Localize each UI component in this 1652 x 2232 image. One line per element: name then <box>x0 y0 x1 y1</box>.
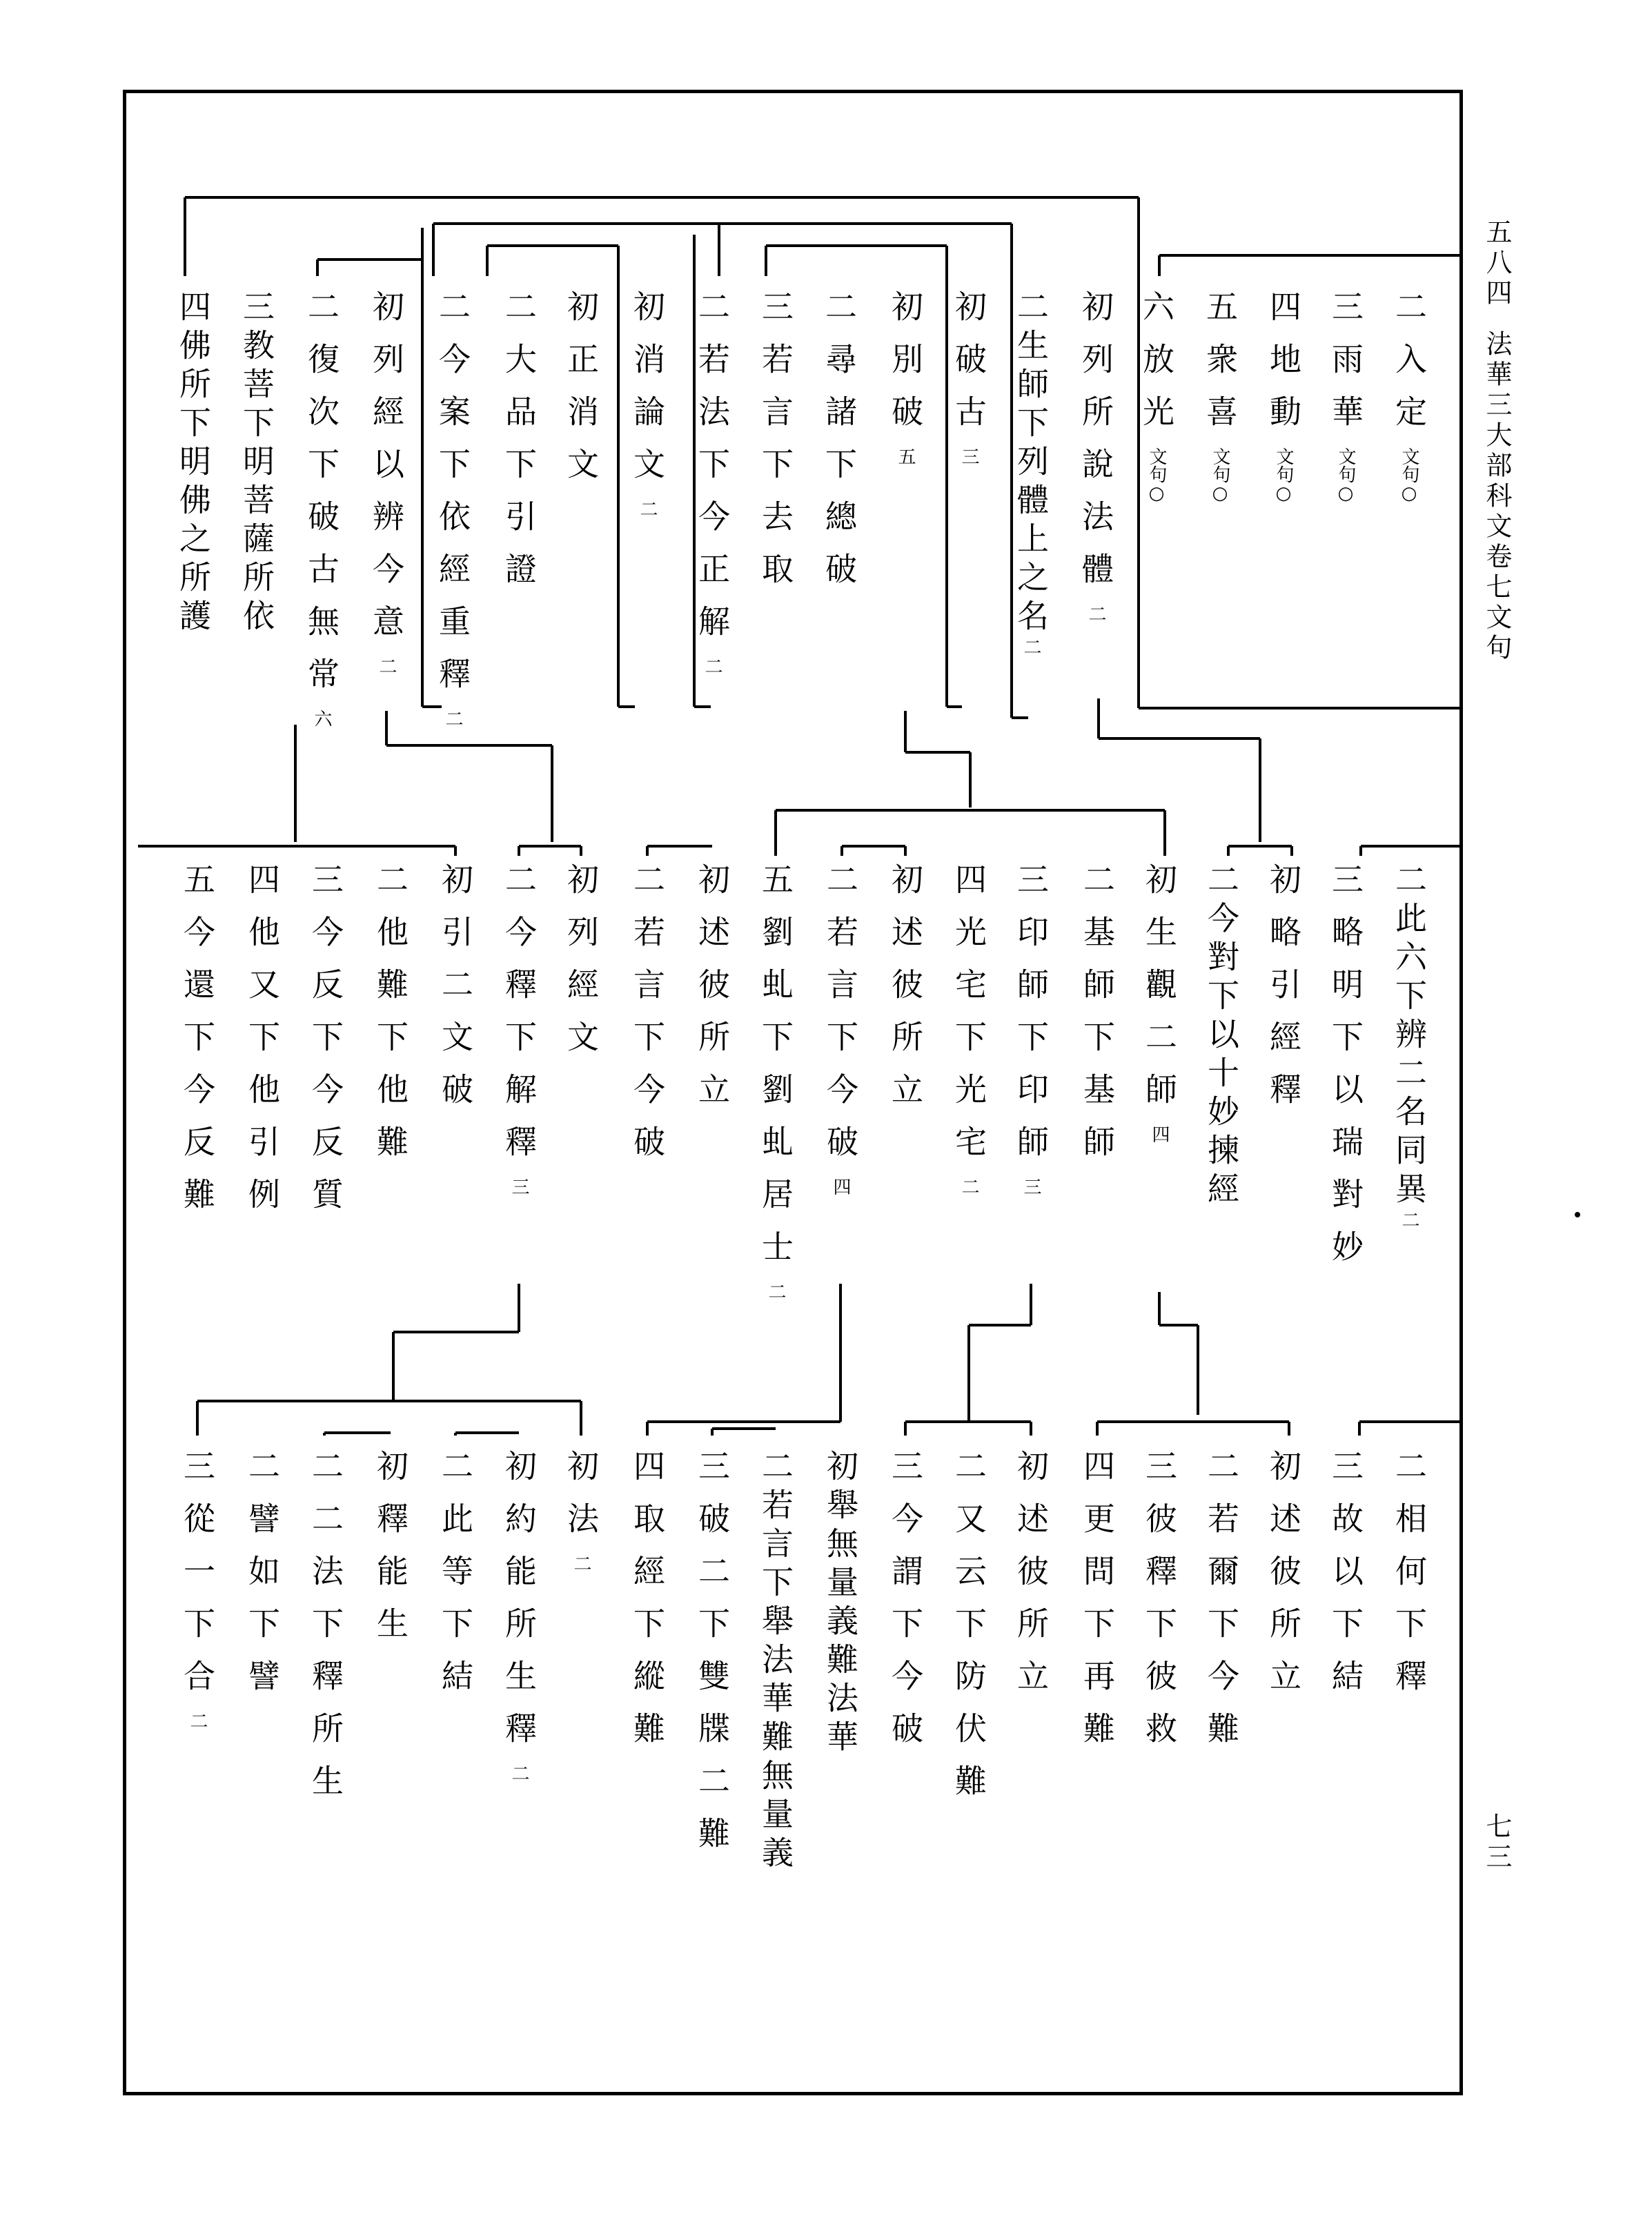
row1-outline-entry <box>950 290 987 465</box>
entry-note: 三 <box>1021 1177 1041 1195</box>
entry-note: 二 <box>702 657 722 675</box>
row2-outline-entry <box>372 863 409 1177</box>
entry-text: 六放光 <box>1138 290 1175 447</box>
entry-text: 二譬如下譬 <box>244 1449 281 1712</box>
row2-outline-entry <box>244 863 281 1230</box>
entry-note: 文句○ <box>1210 447 1230 504</box>
entry-text: 二若法下今正解 <box>694 290 731 657</box>
entry-text: 初別破 <box>887 290 924 447</box>
row1-outline-entry <box>1138 290 1175 504</box>
entry-text: 二復次下破古無常 <box>303 290 340 709</box>
entry-note: 五 <box>895 447 916 465</box>
entry-text: 三彼釋下彼救 <box>1141 1449 1178 1764</box>
entry-text: 二二法下釋所生 <box>307 1449 344 1817</box>
entry-text: 四更問下再難 <box>1079 1449 1116 1764</box>
entry-text: 二若言下今破 <box>629 863 666 1177</box>
row3-outline-entry <box>1079 1449 1116 1764</box>
row2-outline-entry <box>1141 863 1178 1143</box>
entry-text: 初述彼所立 <box>1012 1449 1050 1712</box>
entry-text: 初破古 <box>950 290 987 447</box>
row3-outline-entry <box>950 1449 987 1817</box>
entry-note: 三 <box>958 447 979 465</box>
row1-outline-entry <box>1265 290 1302 504</box>
row2-outline-entry <box>500 863 538 1195</box>
entry-text: 初釋能生 <box>372 1449 409 1659</box>
row1-outline-entry <box>629 290 666 518</box>
entry-note: 二 <box>1399 1211 1419 1228</box>
entry-note: 二 <box>1021 638 1041 656</box>
row3-outline-entry <box>1327 1449 1364 1712</box>
row3-outline-entry <box>757 1449 794 1874</box>
entry-text: 三雨華 <box>1327 290 1364 447</box>
row2-outline-entry <box>822 863 859 1195</box>
entry-text: 初列經文 <box>562 863 600 1073</box>
row3-outline-entry <box>1141 1449 1178 1764</box>
entry-text: 二若言下舉法華難無量義 <box>757 1449 794 1874</box>
ink-speck <box>1575 1212 1580 1217</box>
entry-text: 二入定 <box>1390 290 1428 447</box>
entry-text: 三故以下結 <box>1327 1449 1364 1712</box>
row3-outline-entry <box>822 1449 859 1759</box>
row1-outline-entry <box>1390 290 1428 504</box>
row1-outline-entry <box>175 290 212 638</box>
row2-outline-entry <box>437 863 474 1125</box>
entry-text: 二他難下他難 <box>372 863 409 1177</box>
entry-text: 二今釋下解釋 <box>500 863 538 1177</box>
row3-outline-entry <box>1203 1449 1240 1764</box>
row1-outline-entry <box>1327 290 1364 504</box>
row3-outline-entry <box>629 1449 666 1764</box>
row1-outline-entry <box>368 290 405 675</box>
row2-outline-entry <box>1390 863 1428 1228</box>
entry-text: 三教菩下明菩薩所依 <box>238 290 275 638</box>
entry-text: 二生師下列體上之名 <box>1012 290 1050 638</box>
entry-text: 初約能所生釋 <box>500 1449 538 1764</box>
entry-note: 文句○ <box>1399 447 1419 504</box>
row2-outline-entry <box>179 863 216 1230</box>
row2-outline-entry <box>307 863 344 1230</box>
entry-note: 二 <box>1085 605 1106 623</box>
row2-outline-entry <box>950 863 987 1195</box>
row1-outline-entry <box>1012 290 1050 656</box>
entry-text: 二今對下以十妙揀經 <box>1203 863 1240 1211</box>
row2-outline-entry <box>694 863 731 1125</box>
entry-text: 四取經下縱難 <box>629 1449 666 1764</box>
entry-text: 三今反下今反質 <box>307 863 344 1230</box>
volume-ref: 五八四 <box>1482 218 1512 309</box>
entry-text: 二尋諸下總破 <box>820 290 858 605</box>
entry-text: 三破二下雙牒二難 <box>694 1449 731 1869</box>
row2-outline-entry <box>887 863 924 1125</box>
entry-note: 四 <box>1149 1125 1170 1143</box>
row3-outline-entry <box>307 1449 344 1817</box>
entry-text: 三印師下印師 <box>1012 863 1050 1177</box>
entry-text: 三略明下以瑞對妙 <box>1327 863 1364 1282</box>
entry-text: 四地動 <box>1265 290 1302 447</box>
row3-outline-entry <box>179 1449 216 1730</box>
row2-outline-entry <box>1012 863 1050 1195</box>
row2-outline-entry <box>629 863 666 1177</box>
entry-note: 四 <box>830 1177 851 1195</box>
entry-text: 二此等下結 <box>437 1449 474 1712</box>
entry-text: 三若言下去取 <box>757 290 794 605</box>
row3-outline-entry <box>500 1449 538 1782</box>
entry-note: 二 <box>509 1764 529 1782</box>
entry-text: 二若爾下今難 <box>1203 1449 1240 1764</box>
entry-text: 二此六下辨二名同異 <box>1390 863 1428 1211</box>
entry-text: 初述彼所立 <box>887 863 924 1125</box>
entry-note: 二 <box>958 1177 979 1195</box>
entry-text: 初舉無量義難法華 <box>822 1449 859 1759</box>
row1-outline-entry <box>887 290 924 465</box>
row3-outline-entry <box>1390 1449 1428 1712</box>
row3-outline-entry <box>1265 1449 1302 1712</box>
entry-note: 二 <box>187 1712 208 1730</box>
entry-text: 初述彼所立 <box>694 863 731 1125</box>
row1-outline-entry <box>562 290 600 500</box>
row1-outline-entry <box>757 290 794 605</box>
entry-text: 初述彼所立 <box>1265 1449 1302 1712</box>
entry-text: 五衆喜 <box>1201 290 1239 447</box>
row2-outline-entry <box>757 863 794 1300</box>
row2-outline-entry <box>1203 863 1240 1211</box>
row3-outline-entry <box>887 1449 924 1764</box>
entry-text: 二基師下基師 <box>1079 863 1116 1177</box>
entry-note: 文句○ <box>1335 447 1356 504</box>
entry-text: 初略引經釋 <box>1265 863 1302 1125</box>
entry-text: 四他又下他引例 <box>244 863 281 1230</box>
row2-outline-entry <box>1265 863 1302 1125</box>
row1-outline-entry <box>434 290 471 727</box>
entry-text: 初列所說法體 <box>1077 290 1114 605</box>
entry-text: 三今謂下今破 <box>887 1449 924 1764</box>
entry-note: 文句○ <box>1273 447 1294 504</box>
row1-outline-entry <box>694 290 731 675</box>
row1-outline-entry <box>1201 290 1239 504</box>
row2-outline-entry <box>562 863 600 1073</box>
row3-outline-entry <box>694 1449 731 1869</box>
entry-note: 二 <box>571 1554 591 1572</box>
entry-note: 二 <box>637 500 658 518</box>
entry-text: 初生觀二師 <box>1141 863 1178 1125</box>
row1-outline-entry <box>303 290 340 727</box>
entry-text: 初引二文破 <box>437 863 474 1125</box>
entry-note: 文句○ <box>1146 447 1167 504</box>
entry-text: 二相何下釋 <box>1390 1449 1428 1712</box>
entry-note: 三 <box>509 1177 529 1195</box>
entry-text: 二若言下今破 <box>822 863 859 1177</box>
row2-outline-entry <box>1079 863 1116 1177</box>
row1-outline-entry <box>1077 290 1114 623</box>
entry-text: 二今案下依經重釋 <box>434 290 471 709</box>
row1-outline-entry <box>500 290 538 605</box>
entry-text: 二大品下引證 <box>500 290 538 605</box>
row1-outline-entry <box>238 290 275 638</box>
entry-text: 初正消文 <box>562 290 600 500</box>
entry-text: 五今還下今反難 <box>179 863 216 1230</box>
row3-outline-entry <box>437 1449 474 1712</box>
entry-text: 四佛所下明佛之所護 <box>175 290 212 638</box>
entry-text: 五劉虬下劉虬居士 <box>757 863 794 1282</box>
row3-outline-entry <box>244 1449 281 1712</box>
entry-note: 二 <box>442 709 463 727</box>
book-title: 法華三大部科文卷七文句 <box>1482 330 1512 664</box>
entry-text: 初法 <box>562 1449 600 1554</box>
entry-note: 二 <box>765 1282 786 1300</box>
folio-number: 七三 <box>1482 1812 1512 1873</box>
row2-outline-entry <box>1327 863 1364 1282</box>
entry-text: 二又云下防伏難 <box>950 1449 987 1817</box>
entry-text: 初消論文 <box>629 290 666 500</box>
entry-text: 三從一下合 <box>179 1449 216 1712</box>
entry-text: 四光宅下光宅 <box>950 863 987 1177</box>
row3-outline-entry <box>372 1449 409 1659</box>
row3-outline-entry <box>1012 1449 1050 1712</box>
entry-note: 二 <box>376 657 397 675</box>
entry-note: 六 <box>311 709 332 727</box>
row3-outline-entry <box>562 1449 600 1572</box>
row1-outline-entry <box>820 290 858 605</box>
entry-text: 初列經以辨今意 <box>368 290 405 657</box>
